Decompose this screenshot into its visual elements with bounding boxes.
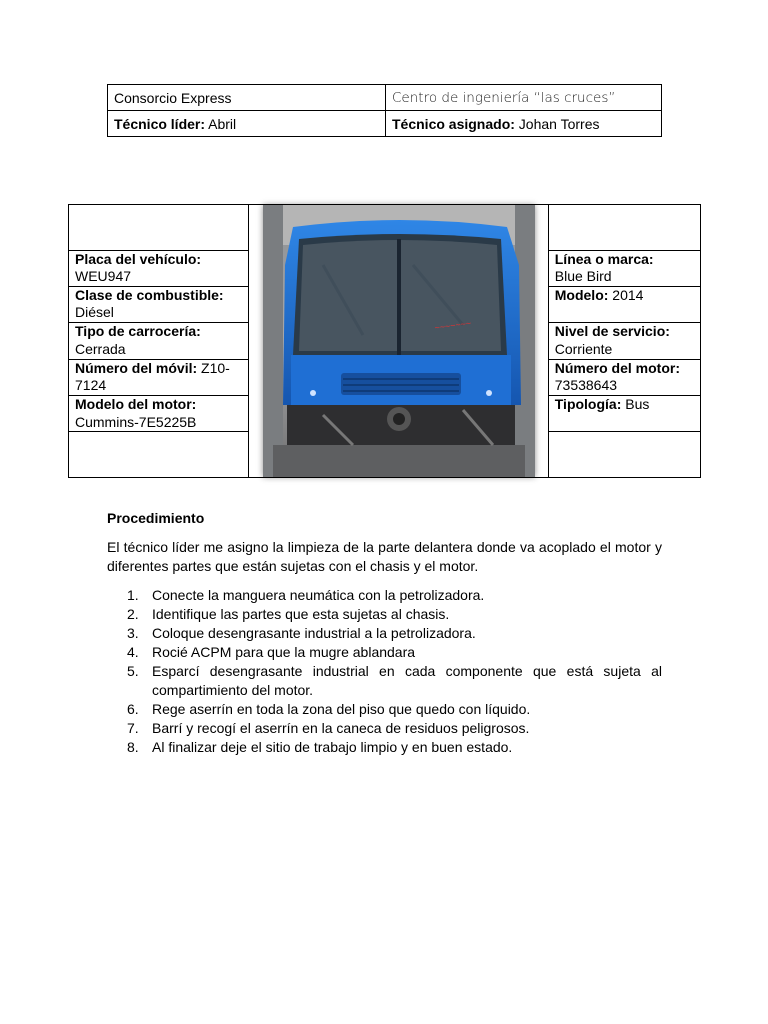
lead-tech-value: Abril [205, 115, 237, 132]
procedure-step-text: Identifique las partes que esta sujetas al chasis. [152, 606, 450, 622]
mobile-number-cell [69, 359, 249, 395]
mobile-number-label: Número del móvil: [75, 359, 198, 376]
right-blank-top [548, 205, 700, 251]
procedure-step: 8. Al finalizar deje el sitio de trabajo limpio y en buen estado. [127, 739, 513, 755]
procedure-steps [107, 586, 662, 757]
assigned-tech-value: Johan Torres [514, 115, 600, 132]
procedure-step: 4. Rocié ACPM para que la mugre ablandara [127, 644, 416, 660]
procedure-step: 6. Rege aserrín en toda la zona del piso que quedo con líquido. [127, 701, 531, 717]
engine-number-cell [548, 359, 700, 395]
company-name: Consorcio Express [114, 89, 232, 106]
procedure-step: 3. Coloque desengrasante industrial a la petrolizadora. [127, 625, 476, 641]
model-label: Modelo: [554, 286, 609, 303]
typology-cell [548, 396, 700, 432]
header-table [107, 84, 662, 137]
typology-value: Bus [621, 396, 650, 413]
procedure-step-text: Barrí y recogí el aserrín en la caneca de residuos peligrosos. [152, 720, 530, 736]
procedure-step-text: Al finalizar deje el sitio de trabajo limpio y en buen estado. [152, 739, 513, 755]
procedure-step: 1. Conecte la manguera neumática con la petrolizadora. [127, 587, 485, 603]
body-type-label: Tipo de carrocería: [75, 323, 201, 340]
procedure-intro: El técnico líder me asigno la limpieza de la parte delantera donde va acoplado el motor y diferentes partes que están sujetas con el chasis y el motor. [107, 539, 662, 574]
procedure-step-text: Rege aserrín en toda la zona del piso que quedo con líquido. [152, 701, 531, 717]
body-type-value: Cerrada [75, 340, 126, 357]
procedure-step-text: Conecte la manguera neumática con la petrolizadora. [152, 587, 485, 603]
left-blank-bottom [69, 432, 249, 478]
mobile-number-value: Z10-7124 [75, 359, 230, 394]
bus-illustration [263, 205, 535, 477]
svg-text:~~~~~~~: ~~~~~~~ [433, 317, 472, 333]
fuel-label: Clase de combustible: [75, 286, 224, 303]
engine-model-label: Modelo del motor: [75, 396, 197, 413]
typology-label: Tipología: [554, 396, 622, 413]
engine-number-label: Número del motor: [554, 359, 680, 376]
bus-photo-cell [249, 205, 548, 478]
procedure-step: 7. Barrí y recogí el aserrín en la caneca de residuos peligrosos. [127, 720, 530, 736]
body-type-cell [69, 323, 249, 359]
procedure-step-text: Esparcí desengrasante industrial en cada componente que está sujeta al compartimiento del motor. [152, 663, 662, 698]
lead-tech-label: Técnico líder: [114, 115, 206, 132]
center-cell [386, 85, 662, 111]
brand-cell [548, 250, 700, 286]
right-blank-bottom [548, 432, 700, 478]
engine-number-value: 73538643 [554, 377, 618, 394]
brand-label: Línea o marca: [554, 250, 654, 267]
engine-model-value: Cummins-7E5225B [75, 413, 197, 430]
fuel-value: Diésel [75, 304, 114, 321]
plate-label: Placa del vehículo: [75, 250, 202, 267]
left-blank-top [69, 205, 249, 251]
model-value: 2014 [608, 286, 644, 303]
procedure-step-text: Rocié ACPM para que la mugre ablandara [152, 644, 416, 660]
assigned-tech-cell [386, 111, 662, 137]
service-level-cell [548, 323, 700, 359]
plate-cell [69, 250, 249, 286]
model-cell [548, 286, 700, 322]
bus-photo [263, 205, 535, 477]
procedure-title: Procedimiento [107, 510, 205, 526]
center-name: Centro de ingeniería “las cruces” [392, 90, 616, 106]
vehicle-info-table [68, 204, 701, 478]
lead-tech-cell [108, 111, 386, 137]
service-level-value: Corriente [554, 340, 613, 357]
service-level-label: Nivel de servicio: [554, 323, 670, 340]
engine-model-cell [69, 396, 249, 432]
brand-value: Blue Bird [554, 268, 612, 284]
procedure-step: 2. Identifique las partes que esta sujetas al chasis. [127, 606, 450, 622]
procedure-step-text: Coloque desengrasante industrial a la petrolizadora. [152, 625, 476, 641]
plate-value: WEU947 [75, 268, 132, 284]
procedure-step: 5. Esparcí desengrasante industrial en cada componente que está sujeta al compartimiento del motor. [127, 663, 662, 698]
assigned-tech-label: Técnico asignado: [392, 115, 515, 132]
fuel-cell [69, 286, 249, 322]
company-cell [108, 85, 386, 111]
